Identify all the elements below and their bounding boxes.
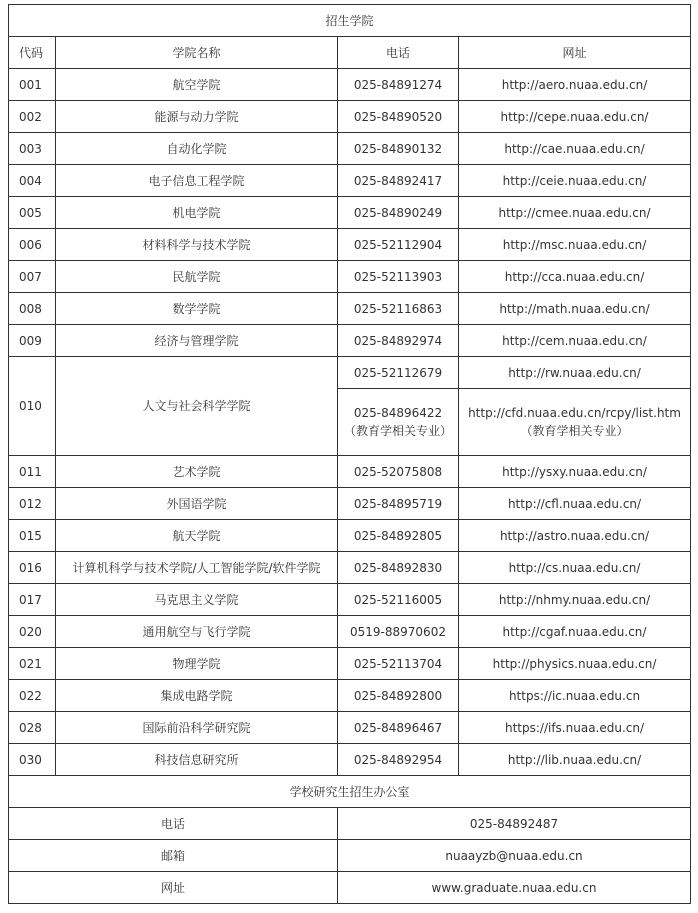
code-cell: 010: [9, 357, 56, 456]
website-cell: [459, 325, 691, 357]
table-row: [9, 616, 691, 648]
website-cell: [459, 197, 691, 229]
code-cell: 002: [9, 101, 56, 133]
website-cell: [459, 744, 691, 776]
college-name-cell: 集成电路学院: [56, 680, 338, 712]
phone-cell: 025-52113903: [338, 261, 459, 293]
website-cell: [459, 293, 691, 325]
header-website: 网址: [459, 37, 691, 69]
website-link[interactable]: http://cae.nuaa.edu.cn/: [504, 141, 645, 156]
college-name-cell: 电子信息工程学院: [56, 165, 338, 197]
office-title: 学校研究生招生办公室: [9, 776, 691, 808]
phone-cell: 025-84890132: [338, 133, 459, 165]
website-link[interactable]: http://cs.nuaa.edu.cn/: [508, 560, 641, 575]
table-row: [9, 133, 691, 165]
phone-cell: 025-84892800: [338, 680, 459, 712]
website-link[interactable]: http://ceie.nuaa.edu.cn/: [502, 173, 647, 188]
website-link[interactable]: http://cem.nuaa.edu.cn/: [502, 333, 647, 348]
office-label: 邮箱: [9, 840, 338, 872]
website-cell: [459, 616, 691, 648]
code-cell: 003: [9, 133, 56, 165]
website-cell: [459, 712, 691, 744]
table-row: [9, 69, 691, 101]
table-title: 招生学院: [9, 5, 691, 37]
office-value: www.graduate.nuaa.edu.cn: [338, 872, 691, 904]
website-link[interactable]: http://cfd.nuaa.edu.cn/rcpy/list.htm: [468, 406, 681, 420]
college-name-cell: 物理学院: [56, 648, 338, 680]
code-cell: 016: [9, 552, 56, 584]
college-name-cell: 人文与社会科学学院: [56, 357, 338, 456]
phone-note: （教育学相关专业）: [343, 424, 452, 438]
phone-cell: 025-52116005: [338, 584, 459, 616]
website-link[interactable]: http://cgaf.nuaa.edu.cn/: [502, 624, 647, 639]
website-cell: [459, 133, 691, 165]
header-phone: 电话: [338, 37, 459, 69]
table-row: [9, 552, 691, 584]
college-name-cell: 艺术学院: [56, 456, 338, 488]
phone-cell: 025-84896467: [338, 712, 459, 744]
header-code: 代码: [9, 37, 56, 69]
college-name-cell: 材料科学与技术学院: [56, 229, 338, 261]
website-cell: [459, 101, 691, 133]
website-cell: [459, 456, 691, 488]
website-note: （教育学相关专业）: [520, 424, 629, 438]
college-name-cell: 通用航空与飞行学院: [56, 616, 338, 648]
phone-cell: 025-84892954: [338, 744, 459, 776]
website-cell: [459, 680, 691, 712]
phone-cell: 025-84892830: [338, 552, 459, 584]
table-row: [9, 293, 691, 325]
phone-cell: 025-84890520: [338, 101, 459, 133]
college-name-cell: 国际前沿科学研究院: [56, 712, 338, 744]
phone-cell: 025-52113704: [338, 648, 459, 680]
phone-cell: [338, 389, 459, 456]
website-cell: [459, 357, 691, 389]
table-row: [9, 488, 691, 520]
website-link[interactable]: http://msc.nuaa.edu.cn/: [502, 237, 647, 252]
website-cell: [459, 488, 691, 520]
code-cell: 028: [9, 712, 56, 744]
office-value: nuaayzb@nuaa.edu.cn: [338, 840, 691, 872]
website-link[interactable]: http://cmee.nuaa.edu.cn/: [498, 205, 651, 220]
college-name-cell: 民航学院: [56, 261, 338, 293]
code-cell: 022: [9, 680, 56, 712]
table-row: [9, 101, 691, 133]
code-cell: 004: [9, 165, 56, 197]
table-row: [9, 680, 691, 712]
table-row: [9, 648, 691, 680]
phone-cell: 025-84890249: [338, 197, 459, 229]
college-name-cell: 机电学院: [56, 197, 338, 229]
code-cell: 006: [9, 229, 56, 261]
office-row: [9, 840, 691, 872]
table-row: [9, 744, 691, 776]
table-row: [9, 584, 691, 616]
website-cell: [459, 389, 691, 456]
website-link[interactable]: http://nhmy.nuaa.edu.cn/: [498, 592, 651, 607]
college-name-cell: 外国语学院: [56, 488, 338, 520]
table-row: [9, 357, 691, 389]
website-cell: [459, 552, 691, 584]
code-cell: 012: [9, 488, 56, 520]
website-link[interactable]: http://cfl.nuaa.edu.cn/: [507, 496, 642, 511]
phone-cell: 025-84892805: [338, 520, 459, 552]
website-link[interactable]: http://cca.nuaa.edu.cn/: [504, 269, 645, 284]
website-cell: [459, 229, 691, 261]
website-link[interactable]: http://astro.nuaa.edu.cn/: [499, 528, 650, 543]
table-row: [9, 520, 691, 552]
phone-cell: 025-52075808: [338, 456, 459, 488]
office-row: [9, 808, 691, 840]
code-cell: 021: [9, 648, 56, 680]
college-name-cell: 能源与动力学院: [56, 101, 338, 133]
code-cell: 007: [9, 261, 56, 293]
website-link[interactable]: http://lib.nuaa.edu.cn/: [507, 752, 642, 767]
college-name-cell: 航天学院: [56, 520, 338, 552]
office-value: 025-84892487: [338, 808, 691, 840]
code-cell: 001: [9, 69, 56, 101]
table-row: [9, 165, 691, 197]
website-link[interactable]: http://ysxy.nuaa.edu.cn/: [502, 464, 647, 479]
code-cell: 015: [9, 520, 56, 552]
table-row: [9, 325, 691, 357]
website-link[interactable]: http://physics.nuaa.edu.cn/: [492, 656, 657, 671]
phone-cell: 025-52116863: [338, 293, 459, 325]
table-row: [9, 456, 691, 488]
website-link[interactable]: https://ic.nuaa.edu.cn: [508, 688, 641, 703]
phone-cell: 025-84892417: [338, 165, 459, 197]
phone-cell: 025-52112904: [338, 229, 459, 261]
title-row: [9, 5, 691, 37]
office-label: 电话: [9, 808, 338, 840]
website-cell: [459, 261, 691, 293]
website-link[interactable]: http://aero.nuaa.edu.cn/: [501, 77, 648, 92]
phone-cell: 025-84891274: [338, 69, 459, 101]
website-cell: [459, 165, 691, 197]
header-name: 学院名称: [56, 37, 338, 69]
college-name-cell: 自动化学院: [56, 133, 338, 165]
code-cell: 011: [9, 456, 56, 488]
website-cell: [459, 584, 691, 616]
website-link[interactable]: http://math.nuaa.edu.cn/: [499, 301, 650, 316]
code-cell: 030: [9, 744, 56, 776]
table-row: [9, 197, 691, 229]
phone-cell: 025-84892974: [338, 325, 459, 357]
college-name-cell: 计算机科学与技术学院/人工智能学院/软件学院: [56, 552, 338, 584]
website-cell: [459, 69, 691, 101]
table-row: [9, 712, 691, 744]
website-cell: [459, 520, 691, 552]
phone-cell: 025-84895719: [338, 488, 459, 520]
phone-number: 025-84896422: [353, 406, 443, 420]
college-name-cell: 数学学院: [56, 293, 338, 325]
college-name-cell: 马克思主义学院: [56, 584, 338, 616]
website-cell: [459, 648, 691, 680]
college-name-cell: 经济与管理学院: [56, 325, 338, 357]
office-row: [9, 872, 691, 904]
office-label: 网址: [9, 872, 338, 904]
code-cell: 009: [9, 325, 56, 357]
website-link[interactable]: https://ifs.nuaa.edu.cn/: [504, 720, 645, 735]
office-title-row: [9, 776, 691, 808]
website-link[interactable]: http://cepe.nuaa.edu.cn/: [500, 109, 649, 124]
table-row: [9, 261, 691, 293]
phone-cell: 0519-88970602: [338, 616, 459, 648]
college-name-cell: 科技信息研究所: [56, 744, 338, 776]
code-cell: 008: [9, 293, 56, 325]
header-row: [9, 37, 691, 69]
code-cell: 017: [9, 584, 56, 616]
college-name-cell: 航空学院: [56, 69, 338, 101]
admissions-table: [8, 4, 691, 904]
code-cell: 020: [9, 616, 56, 648]
phone-cell: 025-52112679: [338, 357, 459, 389]
code-cell: 005: [9, 197, 56, 229]
table-row: [9, 229, 691, 261]
website-link[interactable]: http://rw.nuaa.edu.cn/: [508, 365, 641, 380]
